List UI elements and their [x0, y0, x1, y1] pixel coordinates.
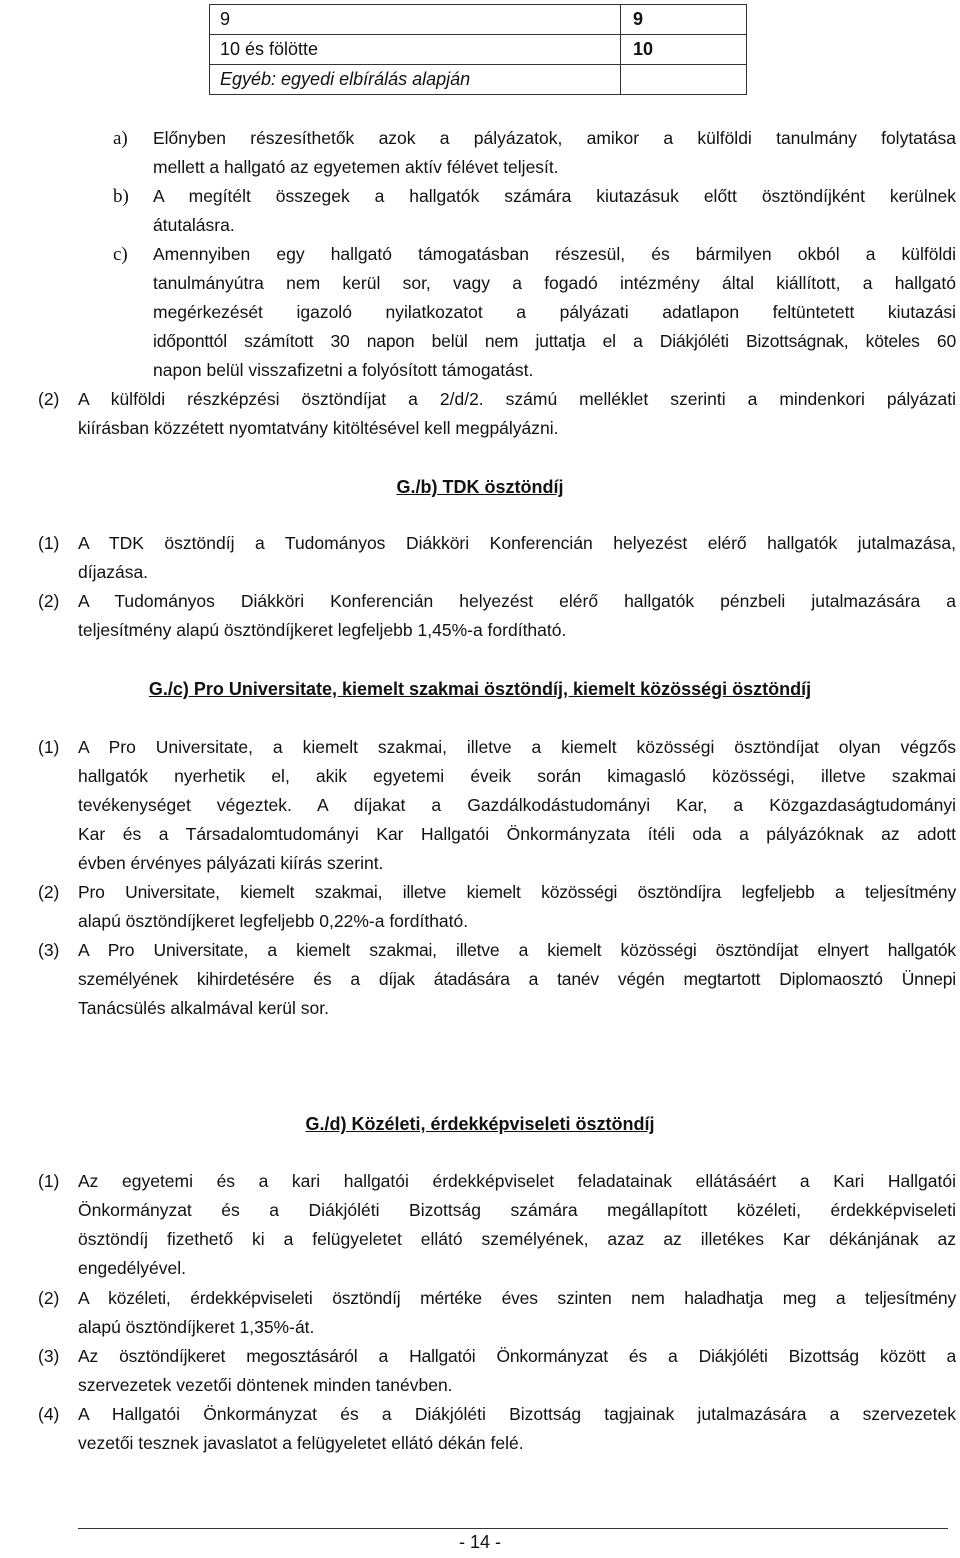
list-c-line-2: tanulmányútra nem kerül sor, vagy a fogadó intézmény által kiállított, a hallgató	[153, 273, 956, 293]
paragraph-marker: (3)	[38, 940, 60, 960]
paragraph-line: Önkormányzat és a Diákjóléti Bizottság számára megállapított közéleti, érdekképviseleti	[78, 1200, 956, 1220]
list-c-line-5: napon belül visszafizetni a folyósított támogatást.	[153, 360, 534, 380]
section-heading-kozeleti	[0, 1109, 960, 1139]
paragraph-marker: (4)	[38, 1404, 60, 1424]
paragraph-line: A közéleti, érdekképviseleti ösztöndíj mértéke éves szinten nem haladhatja meg a teljesítmény	[78, 1288, 956, 1308]
paragraph-line: vezetői tesznek javaslatot a felügyeletet ellátó dékán felé.	[78, 1433, 524, 1453]
table-cell-label: 10 és fölötte	[210, 35, 621, 65]
paragraph-line: alapú ösztöndíjkeret legfeljebb 0,22%-a fordítható.	[78, 911, 469, 931]
paragraph-line: Az ösztöndíjkeret megosztásáról a Hallgatói Önkormányzat és a Diákjóléti Bizottság között a	[78, 1346, 956, 1366]
paragraph-marker: (1)	[38, 737, 60, 757]
section-heading-text: G./d) Közéleti, érdekképviseleti ösztöndíj	[305, 1114, 655, 1134]
table-row	[210, 35, 747, 65]
list-marker-b: b)	[113, 186, 129, 207]
paragraph-marker: (2)	[38, 591, 60, 611]
paragraph-line: hallgatók nyerhetik el, akik egyetemi éveik során kimagasló közösségi, illetve szakmai	[78, 766, 956, 786]
table-cell-label: Egyéb: egyedi elbírálás alapján	[210, 65, 621, 95]
paragraph-line: A Pro Universitate, a kiemelt szakmai, illetve a kiemelt közösségi ösztöndíjat elnyert hallgatók	[78, 940, 956, 960]
paragraph-line: kiírásban közzétett nyomtatvány kitöltésével kell megpályázni.	[78, 418, 559, 438]
paragraph-line: tevékenységet végeztek. A díjakat a Gazdálkodástudományi Kar, a Közgazdaságtudományi	[78, 795, 956, 815]
paragraph-line: személyének kihirdetésére és a díjak átadására a tanév végén megtartott Diplomaosztó Ünnepi	[78, 969, 956, 989]
paragraph-line: A Pro Universitate, a kiemelt szakmai, illetve a kiemelt közösségi ösztöndíjat olyan végzős	[78, 737, 956, 757]
table-row	[210, 65, 747, 95]
paragraph-line: Pro Universitate, kiemelt szakmai, illetve kiemelt közösségi ösztöndíjra legfeljebb a teljesítmény	[78, 882, 956, 902]
list-c-line-3: megérkezését igazoló nyilatkozatot a pályázati adatlapon feltüntetett kiutazási	[153, 302, 956, 322]
footer-divider	[78, 1528, 948, 1529]
paragraph-line: A Tudományos Diákköri Konferencián helyezést elérő hallgatók pénzbeli jutalmazására a	[78, 591, 956, 611]
section-heading-text: G./c) Pro Universitate, kiemelt szakmai ösztöndíj, kiemelt közösségi ösztöndíj	[148, 679, 812, 699]
section-heading-tdk	[0, 472, 960, 502]
paragraph-marker: (1)	[38, 533, 60, 553]
paragraph-line: szervezetek vezetői döntenek minden tanévben.	[78, 1375, 453, 1395]
table-cell-value: 9	[621, 5, 747, 35]
paragraph-line: Kar és a Társadalomtudományi Kar Hallgatói Önkormányzata ítéli oda a pályázóknak az adott	[78, 824, 956, 844]
paragraph-line: A TDK ösztöndíj a Tudományos Diákköri Konferencián helyezést elérő hallgatók jutalmazása,	[78, 533, 956, 553]
list-b-line-1: A megítélt összegek a hallgatók számára kiutazásuk előtt ösztöndíjként kerülnek	[153, 186, 956, 206]
paragraph-line: teljesítmény alapú ösztöndíjkeret legfeljebb 1,45%-a fordítható.	[78, 620, 567, 640]
paragraph-marker: (1)	[38, 1171, 60, 1191]
list-a-line-2: mellett a hallgató az egyetemen aktív félévet teljesít.	[153, 157, 559, 177]
paragraph-line: díjazása.	[78, 562, 149, 582]
list-a-line-1: Előnyben részesíthetők azok a pályázatok, amikor a külföldi tanulmány folytatása	[153, 128, 956, 148]
paragraph-line: Az egyetemi és a kari hallgatói érdekképviselet feladatainak ellátásáért a Kari Hallgatói	[78, 1171, 956, 1191]
section-heading-pro-universitate	[0, 674, 960, 704]
page-number: - 14 -	[458, 1532, 501, 1552]
paragraph-line: engedélyével.	[78, 1258, 186, 1278]
list-c-line-4: időponttól számított 30 napon belül nem juttatja el a Diákjóléti Bizottságnak, köteles 60	[153, 331, 956, 351]
list-c-line-1: Amennyiben egy hallgató támogatásban részesül, és bármilyen okból a külföldi	[153, 244, 956, 264]
paragraph-line: A külföldi részképzési ösztöndíjat a 2/d/2. számú melléklet szerinti a mindenkori pályázati	[78, 389, 956, 409]
paragraph-marker: (3)	[38, 1346, 60, 1366]
list-marker-a: a)	[113, 128, 128, 149]
list-marker-c: c)	[113, 244, 128, 265]
paragraph-marker: (2)	[38, 882, 60, 902]
paragraph-marker: (2)	[38, 389, 60, 409]
paragraph-line: Tanácsülés alkalmával kerül sor.	[78, 998, 329, 1018]
table-cell-label: 9	[210, 5, 621, 35]
table-cell-value	[621, 65, 747, 95]
paragraph-line: ösztöndíj fizethető ki a felügyeletet ellátó személyének, azaz az illetékes Kar dékánjának az	[78, 1229, 956, 1249]
section-heading-text: G./b) TDK ösztöndíj	[396, 477, 564, 497]
paragraph-line: évben érvényes pályázati kiírás szerint.	[78, 853, 384, 873]
score-table	[209, 4, 747, 95]
paragraph-line: A Hallgatói Önkormányzat és a Diákjóléti Bizottság tagjainak jutalmazására a szervezetek	[78, 1404, 956, 1424]
paragraph-line: alapú ösztöndíjkeret 1,35%-át.	[78, 1317, 315, 1337]
list-b-line-2: átutalásra.	[153, 215, 235, 235]
table-cell-value: 10	[621, 35, 747, 65]
paragraph-marker: (2)	[38, 1288, 60, 1308]
table-row	[210, 5, 747, 35]
